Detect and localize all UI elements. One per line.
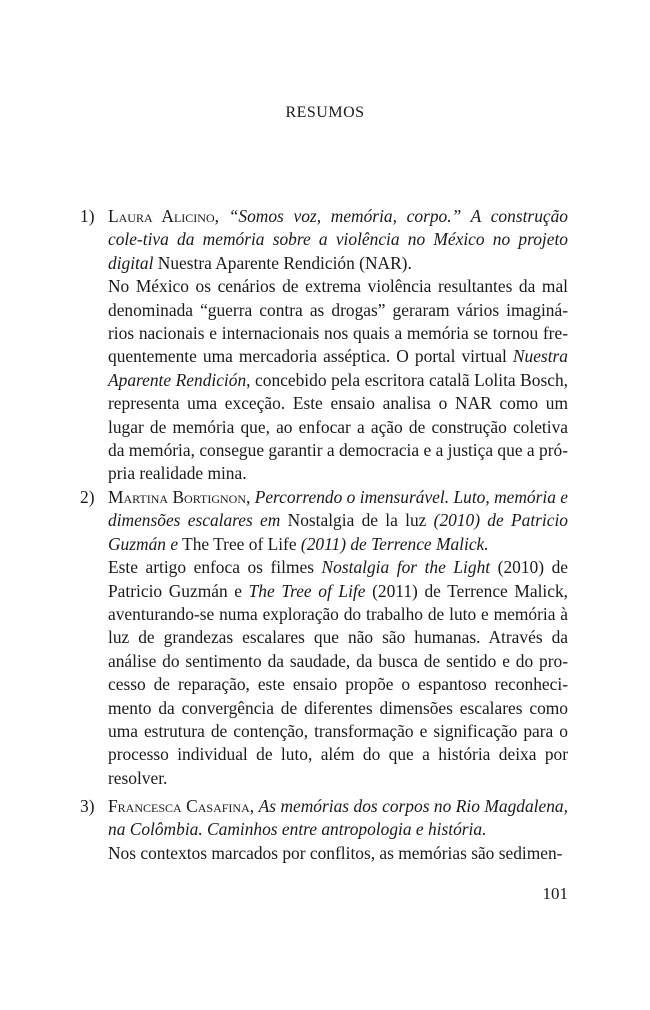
page-title: RESUMOS [285, 104, 365, 121]
abstract-text: , concebido pela escritora catalã Lolita Bosch, representa uma exceção. Este ensaio analisa o NAR como um lugar de memória que, ao enfocar a ação de construção coletiva da memória, consegue garantir a democracia e a justiça que a pró-pria realidade mina. [108, 369, 568, 484]
abstract-italic: Nuestra Aparente Rendición [108, 346, 568, 390]
page-number: 101 [542, 884, 568, 903]
entry-heading [108, 486, 568, 556]
entry-heading [108, 205, 568, 275]
abstract-text: Nos contextos marcados por conflitos, as memórias são sedimen- [108, 842, 563, 863]
entry-film-title: Nostalgia de la luz [287, 510, 427, 531]
entry-abstract [108, 275, 568, 486]
entry-author: Martina Bortignon, [108, 487, 251, 507]
abstract-italic: Nostalgia for the Light [321, 557, 491, 578]
entry-title-upright: Nuestra Aparente Rendición (NAR). [157, 252, 412, 273]
entry-number: 1) [80, 206, 95, 226]
abstract-text: Este artigo enfoca os filmes [108, 557, 314, 578]
entry-number: 2) [80, 487, 95, 507]
entry-number: 3) [80, 796, 95, 816]
entry-author: Francesca Casafina, [108, 796, 255, 816]
abstract-entry-1 [80, 205, 568, 486]
entry-heading [108, 795, 568, 842]
entry-abstract [108, 842, 568, 865]
entry-film-title: The Tree of Life [182, 533, 297, 554]
entry-title: (2010) de Patricio Guzmán e [108, 510, 568, 554]
abstract-italic: The Tree of Life [248, 580, 366, 601]
abstract-text: No México os cenários de extrema violência resultantes da mal denominada “guerra contra as drogas” geraram vários imaginá-rios nacionais e internacionais nos quais a memória se tornou fre-quentemente uma mercadoria asséptica. O portal virtual [108, 276, 568, 367]
entry-title: As memórias dos corpos no Rio Magdalena, na Colômbia. Caminhos entre antropologia e história. [108, 796, 568, 840]
entry-title: (2011) de Terrence Malick. [300, 533, 489, 554]
abstract-entry-3 [80, 795, 568, 865]
entry-author: Laura Alicino, [108, 206, 219, 226]
abstract-entry-2 [80, 486, 568, 790]
entry-title: Percorrendo o imensurável. Luto, memória e dimensões escalares em [108, 487, 568, 531]
entry-text [108, 486, 568, 790]
entry-text [108, 795, 568, 865]
entry-text [108, 205, 568, 486]
abstract-text: (2011) de Terrence Malick, aventurando-se numa exploração do trabalho de luto e memória à luz de grandezas escalares que não são humanas. Através da análise do sentimento da saudade, da busca de sentido e do pro-cesso de reparação, este ensaio propõe o espantoso reconheci-mento da convergência de diferentes dimensões escalares como uma estrutura de contenção, transformação e significação para o processo individual de luto, além do que a história deixa por resolver. [108, 580, 569, 788]
entry-abstract [108, 556, 568, 790]
abstract-text: (2010) de Patricio Guzmán e [108, 557, 568, 601]
entry-title: “Somos voz, memória, corpo.” A construção cole-tiva da memória sobre a violência no México no projeto digital [108, 206, 568, 273]
